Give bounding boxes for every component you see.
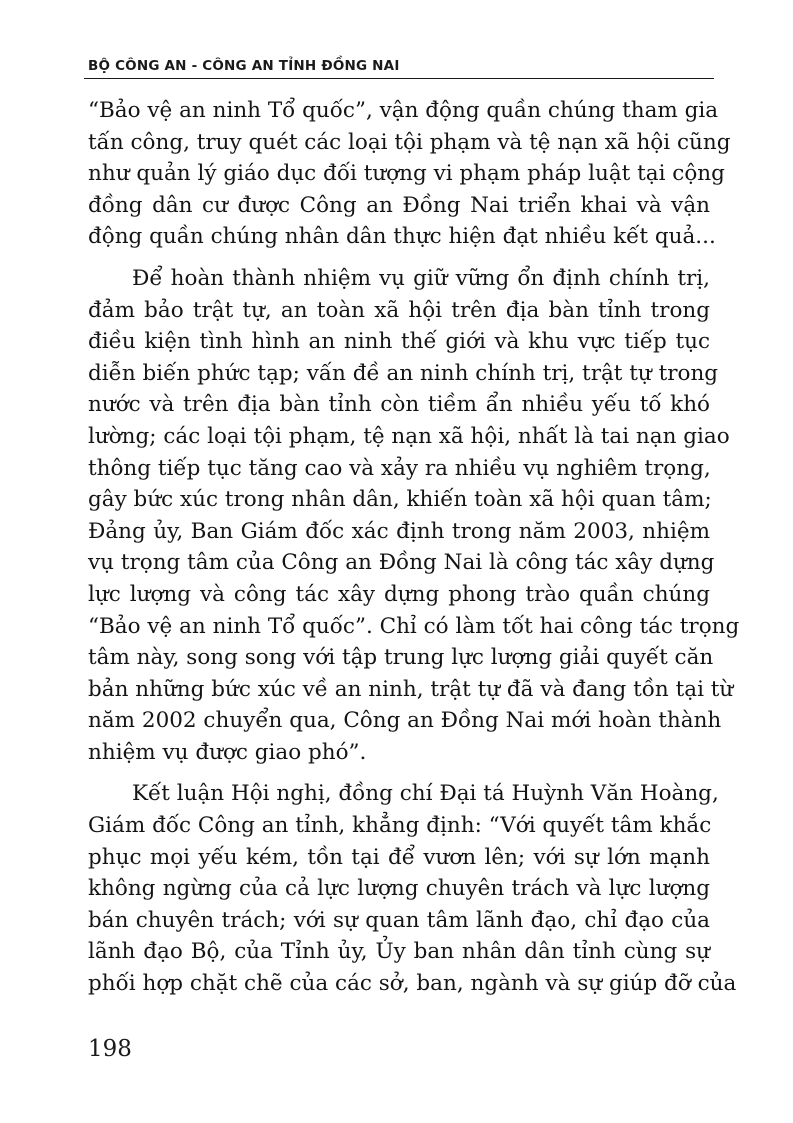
text-line: Đảng ủy, Ban Giám đốc xác định trong năm 2003, nhiệm bbox=[88, 518, 710, 544]
text-line: điều kiện tình hình an ninh thế giới và khu vực tiếp tục bbox=[88, 329, 710, 355]
text-line: thông tiếp tục tăng cao và xảy ra nhiều vụ nghiêm trọng, bbox=[88, 455, 711, 481]
paragraph-2 bbox=[88, 263, 740, 769]
text-line: Giám đốc Công an tỉnh, khẳng định: “Với quyết tâm khắc bbox=[88, 813, 712, 839]
text-line: động quần chúng nhân dân thực hiện đạt nhiều kết quả... bbox=[88, 224, 716, 250]
text-line: như quản lý giáo dục đối tượng vi phạm pháp luật tại cộng bbox=[88, 161, 725, 187]
page-number: 198 bbox=[88, 1036, 132, 1062]
text-line: đảm bảo trật tự, an toàn xã hội trên địa bàn tỉnh trong bbox=[88, 297, 710, 323]
text-line: Để hoàn thành nhiệm vụ giữ vững ổn định chính trị, bbox=[132, 265, 710, 291]
paragraph-1 bbox=[88, 95, 731, 253]
text-line: vụ trọng tâm của Công an Đồng Nai là công tác xây dựng bbox=[88, 550, 715, 576]
text-line: diễn biến phức tạp; vấn đề an ninh chính trị, trật tự trong bbox=[88, 360, 719, 386]
text-line: phối hợp chặt chẽ của các sở, ban, ngành và sự giúp đỡ của bbox=[88, 971, 737, 997]
text-line: tấn công, truy quét các loại tội phạm và tệ nạn xã hội cũng bbox=[88, 129, 731, 155]
text-line: Kết luận Hội nghị, đồng chí Đại tá Huỳnh Văn Hoàng, bbox=[132, 781, 719, 807]
text-line: nhiệm vụ được giao phó”. bbox=[88, 739, 367, 765]
text-line: bán chuyên trách; với sự quan tâm lãnh đạo, chỉ đạo của bbox=[88, 907, 710, 933]
text-line: đồng dân cư được Công an Đồng Nai triển khai và vận bbox=[88, 192, 710, 218]
running-header: BỘ CÔNG AN - CÔNG AN TỈNH ĐỒNG NAI bbox=[88, 58, 400, 74]
text-line: “Bảo vệ an ninh Tổ quốc”, vận động quần chúng tham gia bbox=[88, 98, 719, 123]
text-line: phục mọi yếu kém, tồn tại để vươn lên; với sự lớn mạnh bbox=[88, 844, 710, 870]
text-line: không ngừng của cả lực lượng chuyên trách và lực lượng bbox=[88, 876, 710, 902]
paragraph-3 bbox=[88, 778, 737, 999]
text-line: tâm này, song song với tập trung lực lượng giải quyết căn bbox=[88, 645, 714, 671]
text-line: lường; các loại tội phạm, tệ nạn xã hội, nhất là tai nạn giao bbox=[88, 423, 730, 449]
text-line: lãnh đạo Bộ, của Tỉnh ủy, Ủy ban nhân dân tỉnh cùng sự bbox=[88, 939, 710, 965]
text-line: gây bức xúc trong nhân dân, khiến toàn xã hội quan tâm; bbox=[88, 487, 712, 513]
text-line: bản những bức xúc về an ninh, trật tự đã và đang tồn tại từ bbox=[88, 676, 734, 702]
text-line: nước và trên địa bàn tỉnh còn tiềm ẩn nhiều yếu tố khó bbox=[88, 392, 710, 418]
page-body bbox=[88, 95, 740, 1010]
text-line: lực lượng và công tác xây dựng phong trào quần chúng bbox=[88, 581, 710, 607]
text-line: năm 2002 chuyển qua, Công an Đồng Nai mới hoàn thành bbox=[88, 708, 722, 734]
text-line: “Bảo vệ an ninh Tổ quốc”. Chỉ có làm tốt hai công tác trọng bbox=[88, 613, 740, 639]
header-divider bbox=[84, 78, 714, 79]
